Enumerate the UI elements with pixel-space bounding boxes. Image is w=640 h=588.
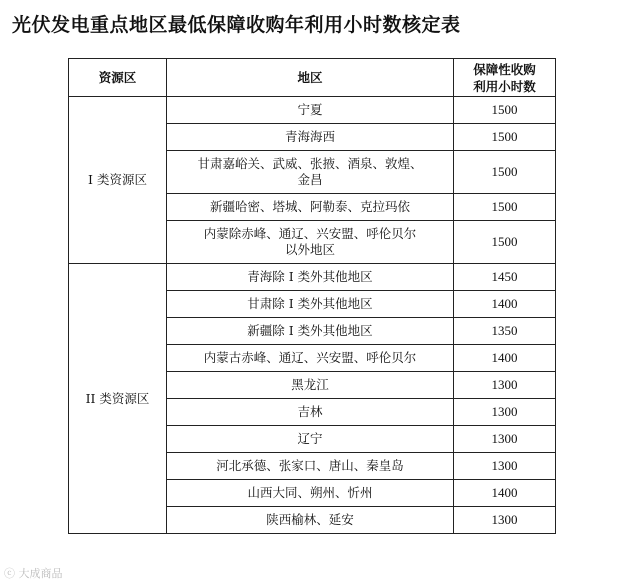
hours-cell: 1450 (454, 264, 556, 291)
region-line: 吉林 (297, 404, 323, 419)
header-hours-line2: 利用小时数 (473, 78, 536, 94)
region-line: 青海除 I 类外其他地区 (247, 269, 373, 284)
hours-cell: 1400 (454, 345, 556, 372)
region-cell (167, 345, 454, 372)
region-cell (167, 194, 454, 221)
region-cell (167, 318, 454, 345)
hours-cell: 1300 (454, 453, 556, 480)
utilization-hours-table (68, 58, 556, 534)
table-body (69, 97, 556, 534)
region-cell (167, 124, 454, 151)
region-line: 甘肃嘉峪关、武威、张掖、酒泉、敦煌、 (197, 156, 423, 171)
hours-cell: 1300 (454, 399, 556, 426)
region-cell (167, 480, 454, 507)
region-cell (167, 151, 454, 194)
region-line: 新疆哈密、塔城、阿勒泰、克拉玛依 (209, 199, 410, 214)
table-header-row (69, 59, 556, 97)
header-hours (454, 59, 556, 97)
header-resource-area: 资源区 (69, 59, 167, 97)
region-line: 山西大同、朔州、忻州 (247, 485, 373, 500)
region-line: 青海海西 (284, 129, 335, 144)
hours-cell: 1500 (454, 97, 556, 124)
region-cell (167, 507, 454, 534)
hours-cell: 1350 (454, 318, 556, 345)
hours-cell: 1500 (454, 124, 556, 151)
region-line: 金昌 (297, 172, 323, 187)
region-cell (167, 453, 454, 480)
region-cell (167, 426, 454, 453)
region-line: 河北承德、张家口、唐山、秦皇岛 (216, 458, 404, 473)
resource-area-cell: I 类资源区 (69, 97, 167, 264)
region-line: 内蒙古赤峰、通辽、兴安盟、呼伦贝尔 (203, 350, 417, 365)
hours-cell: 1500 (454, 221, 556, 264)
region-line: 辽宁 (297, 431, 323, 446)
region-line: 甘肃除 I 类外其他地区 (247, 296, 373, 311)
region-cell (167, 291, 454, 318)
hours-cell: 1400 (454, 291, 556, 318)
region-cell (167, 264, 454, 291)
region-cell (167, 399, 454, 426)
hours-cell: 1300 (454, 507, 556, 534)
table-row (69, 264, 556, 291)
resource-area-cell: II 类资源区 (69, 264, 167, 534)
watermark: ⓒ 大成商品 (4, 567, 63, 580)
header-hours-line1: 保障性收购 (473, 61, 536, 77)
hours-cell: 1400 (454, 480, 556, 507)
region-line: 黑龙江 (291, 377, 329, 392)
table-row (69, 97, 556, 124)
region-line: 陕西榆林、延安 (266, 512, 354, 527)
region-cell (167, 97, 454, 124)
hours-cell: 1500 (454, 151, 556, 194)
region-line: 内蒙除赤峰、通辽、兴安盟、呼伦贝尔 (203, 226, 417, 241)
region-line: 以外地区 (284, 242, 335, 257)
region-cell (167, 372, 454, 399)
hours-cell: 1500 (454, 194, 556, 221)
hours-cell: 1300 (454, 426, 556, 453)
region-line: 宁夏 (297, 102, 323, 117)
hours-cell: 1300 (454, 372, 556, 399)
page-title: 光伏发电重点地区最低保障收购年利用小时数核定表 (12, 14, 461, 36)
header-region: 地区 (167, 59, 454, 97)
region-cell (167, 221, 454, 264)
region-line: 新疆除 I 类外其他地区 (247, 323, 373, 338)
